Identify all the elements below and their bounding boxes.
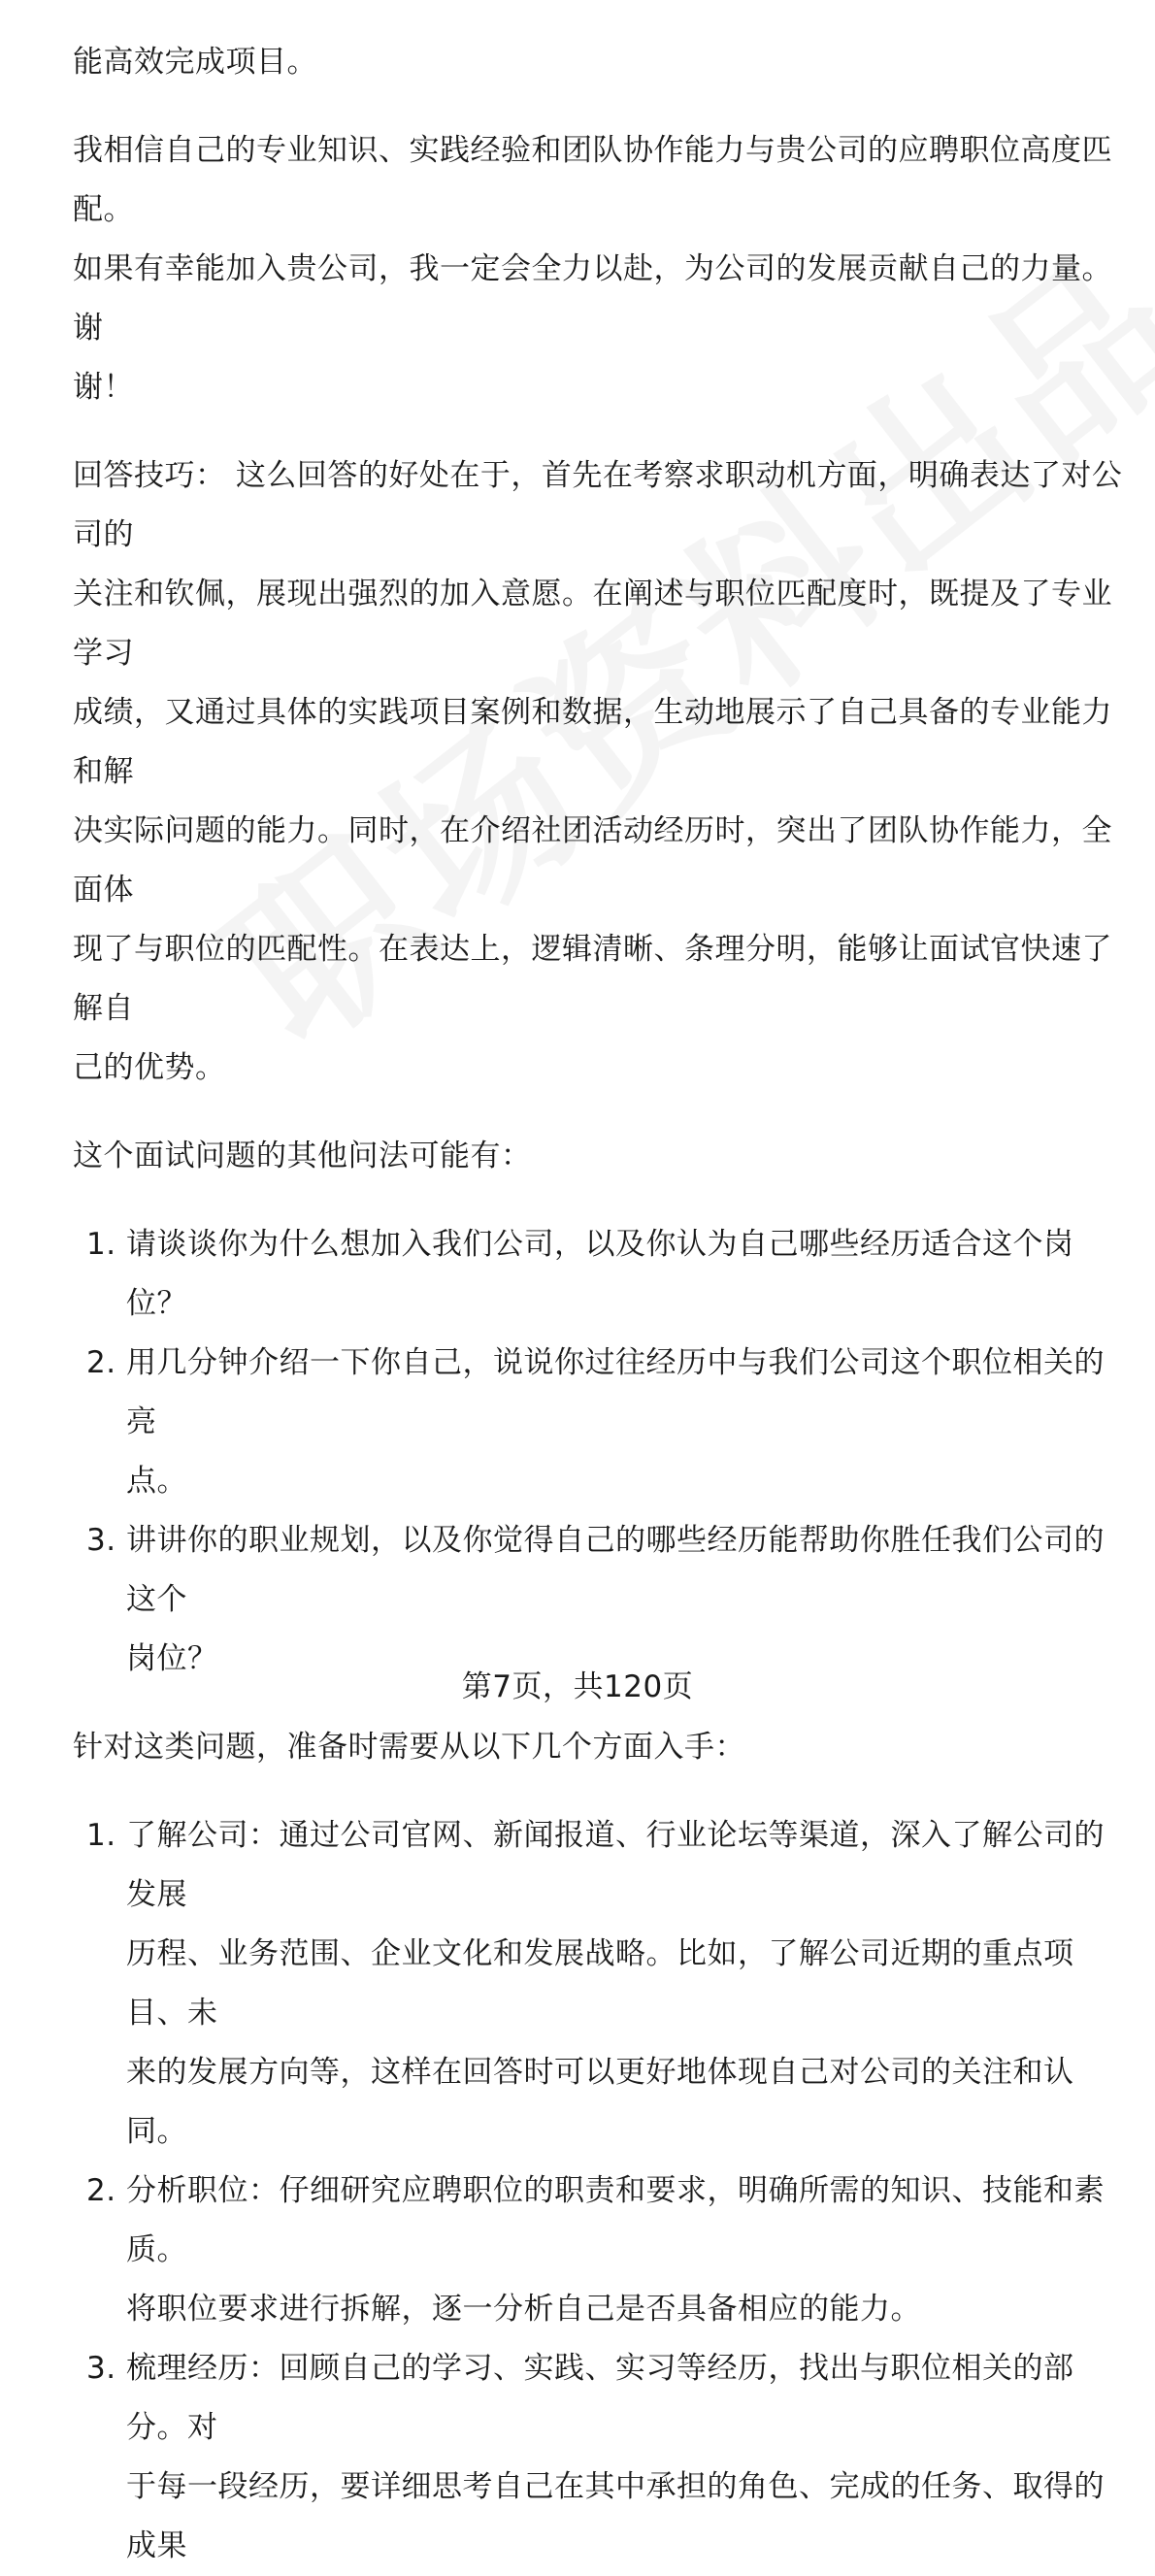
preparation-list <box>73 1806 1131 2576</box>
list-item <box>73 2339 1131 2576</box>
section-heading-other-questions: 这个面试问题的其他问法可能有： <box>73 1139 532 1173</box>
list-text: 于每一段经历，要详细思考自己在其中承担的角色、完成的任务、取得的成果 <box>126 2469 1105 2563</box>
list-number: 3. <box>86 1523 116 1558</box>
text-line: 决实际问题的能力。同时，在介绍社团活动经历时，突出了团队协作能力，全面体 <box>73 813 1112 908</box>
paragraph-intro-end: 能高效完成项目。 <box>73 45 317 80</box>
text-line: 现了与职位的匹配性。在表达上，逻辑清晰、条理分明，能够让面试官快速了解自 <box>73 932 1112 1026</box>
list-number: 1. <box>86 1227 116 1262</box>
text-line: 关注和钦佩，展现出强烈的加入意愿。在阐述与职位匹配度时，既提及了专业学习 <box>73 577 1112 671</box>
list-text: 将职位要求进行拆解，逐一分析自己是否具备相应的能力。 <box>126 2292 921 2327</box>
list-text: 了解公司：通过公司官网、新闻报道、行业论坛等渠道，深入了解公司的发展 <box>126 1818 1105 1912</box>
list-text: 请谈谈你为什么想加入我们公司，以及你认为自己哪些经历适合这个岗位？ <box>126 1227 1074 1321</box>
list-text: 点。 <box>126 1464 187 1499</box>
other-questions-list <box>73 1215 1131 1689</box>
list-text: 讲讲你的职业规划，以及你觉得自己的哪些经历能帮助你胜任我们公司的这个 <box>126 1523 1105 1617</box>
list-item <box>73 1334 1131 1511</box>
page-number: 第7页，共120页 <box>461 1669 694 1704</box>
list-number: 3. <box>86 2351 116 2386</box>
list-number: 2. <box>86 2173 116 2208</box>
list-text: 岗位？ <box>126 1641 218 1676</box>
list-text: 梳理经历：回顾自己的学习、实践、实习等经历，找出与职位相关的部分。对 <box>126 2351 1074 2445</box>
text-line: 己的优势。 <box>73 1050 226 1085</box>
list-item <box>73 1511 1131 1689</box>
list-item <box>73 1215 1131 1334</box>
text-line: 回答技巧： 这么回答的好处在于，首先在考察求职动机方面，明确表达了对公司的 <box>73 458 1123 552</box>
list-item <box>73 2162 1131 2339</box>
list-text: 来的发展方向等，这样在回答时可以更好地体现自己对公司的关注和认同。 <box>126 2055 1074 2149</box>
document-page <box>73 0 1131 2576</box>
list-number: 2. <box>86 1345 116 1380</box>
list-text: 用几分钟介绍一下你自己，说说你过往经历中与我们公司这个职位相关的亮 <box>126 1345 1105 1439</box>
list-text: 历程、业务范围、企业文化和发展战略。比如，了解公司近期的重点项目、未 <box>126 1936 1074 2031</box>
list-number: 1. <box>86 1818 116 1853</box>
list-text: 分析职位：仔细研究应聘职位的职责和要求，明确所需的知识、技能和素质。 <box>126 2173 1105 2267</box>
list-item <box>73 1806 1131 2162</box>
section-heading-preparation: 针对这类问题，准备时需要从以下几个方面入手： <box>73 1730 745 1765</box>
text-line: 我相信自己的专业知识、实践经验和团队协作能力与贵公司的应聘职位高度匹配。 <box>73 133 1112 227</box>
text-line: 成绩，又通过具体的实践项目案例和数据，生动地展示了自己具备的专业能力和解 <box>73 695 1112 789</box>
paragraph-answer-tips <box>73 446 1131 1098</box>
paragraph-closing <box>73 121 1131 417</box>
text-line: 如果有幸能加入贵公司，我一定会全力以赴，为公司的发展贡献自己的力量。谢 <box>73 251 1112 346</box>
text-line: 谢！ <box>73 370 134 405</box>
